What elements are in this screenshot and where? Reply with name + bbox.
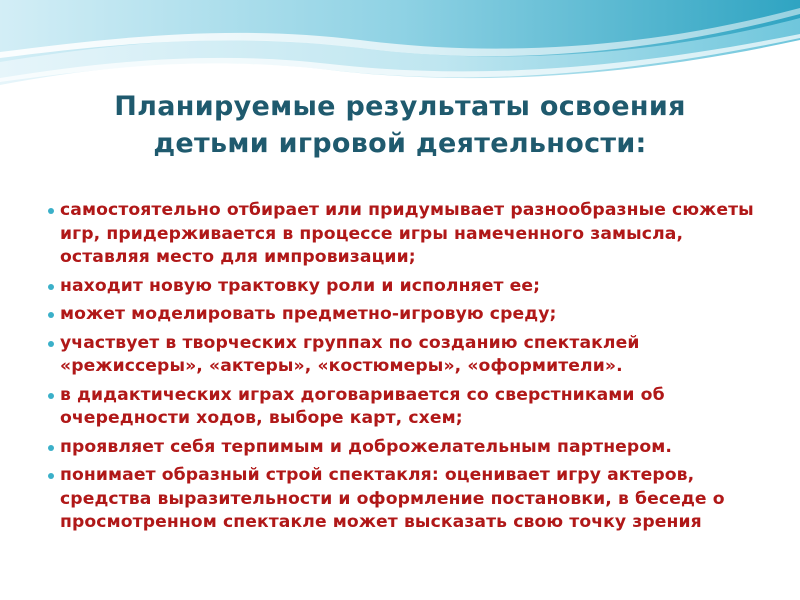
list-item-text: в дидактических играх договаривается со сверстниками об очередности ходов, выборе карт, схем;: [60, 384, 665, 428]
list-item-text: самостоятельно отбирает или придумывает разнообразные сюжеты игр, придерживается в процессе игры намеченного замысла, оставляя место для импровизации;: [60, 200, 754, 267]
results-list: [48, 199, 768, 540]
list-item-text: может моделировать предметно-игровую среду;: [60, 304, 557, 324]
slide-title: [0, 88, 800, 162]
bullet-icon: [48, 341, 54, 347]
list-item: [48, 464, 768, 535]
bullet-icon: [48, 393, 54, 399]
bullet-icon: [48, 208, 54, 214]
bullet-icon: [48, 312, 54, 318]
list-item: [48, 436, 768, 460]
list-item-text: находит новую трактовку роли и исполняет ее;: [60, 275, 541, 296]
list-item-text: понимает образный строй спектакля: оценивает игру актеров, средства выразительности и оформление постановки, в беседе о просмотренном спектакле может высказать свою точку зрения: [60, 465, 725, 532]
bullet-icon: [48, 445, 54, 451]
list-item: [48, 275, 768, 299]
bullet-icon: [48, 473, 54, 479]
title-line: детьми игровой деятельности:: [153, 128, 647, 159]
list-item: [48, 303, 768, 327]
title-line: Планируемые результаты освоения: [114, 91, 686, 122]
list-item: [48, 332, 768, 379]
list-item-text: участвует в творческих группах по созданию спектаклей «режиссеры», «актеры», «костюмеры», «оформители».: [60, 332, 640, 376]
bullet-icon: [48, 284, 54, 290]
list-item: [48, 199, 768, 270]
list-item-text: проявляет себя терпимым и доброжелательным партнером.: [60, 436, 673, 457]
list-item: [48, 384, 768, 431]
